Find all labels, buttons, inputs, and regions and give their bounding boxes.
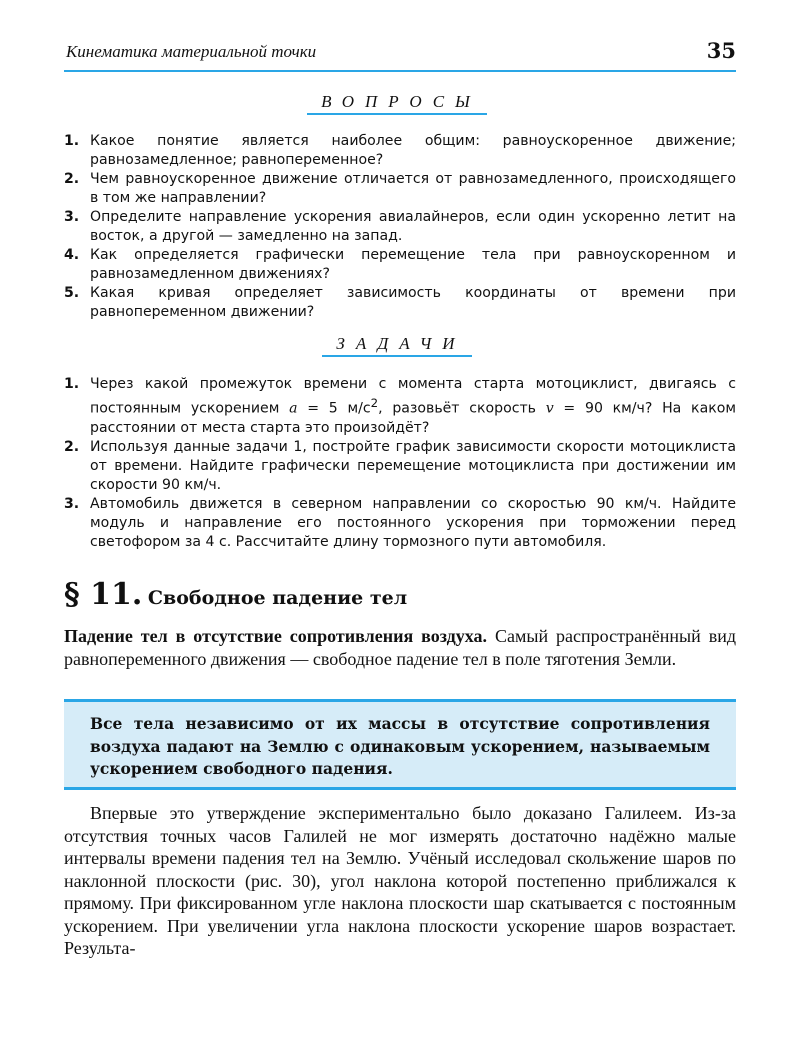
question-number: 2. — [64, 171, 80, 187]
problem-number: 1. — [64, 376, 80, 392]
highlight-box — [64, 699, 736, 790]
problem-number: 3. — [64, 495, 80, 512]
intro-paragraph — [64, 625, 736, 670]
body-paragraph: Впервые это утверждение экспериментально было доказано Галилеем. Из-за отсутствия точных часов Галилей не мог измерять достаточно надёжно малые интервалы времени падения тел на Землю. Учёный исследовал скольжение шаров по наклонной плоскости (рис. 30), угол наклона которой постепенно приближался к прямому. При фиксированном угле наклона плоскости шар скатывается с постоянным ускорением. При увеличении угла наклона плоскости ускорение шаров возрастает. Результа- — [64, 803, 736, 958]
problems-heading-text: ЗАДАЧИ — [322, 334, 471, 357]
problem-text: = 90 км/ч? На каком расстоянии от места старта это произойдёт? — [90, 400, 736, 436]
question-number: 1. — [64, 133, 80, 149]
question-text: Определите направление ускорения авиалайнеров, если один ускоренно летит на восток, а другой — замедленно на запад. — [90, 209, 736, 244]
question-number: 3. — [64, 209, 80, 225]
paragraph-title: Свободное падение тел — [147, 587, 408, 609]
question-number: 4. — [64, 247, 80, 263]
problem-text: = 5 м/с — [297, 400, 371, 417]
question-text: Чем равноускоренное движение отличается от равнозамедленного, происходящего в том же направлении? — [90, 171, 736, 206]
question-text: Как определяется графически перемещение тела при равноускоренном и равнозамедленном движениях? — [90, 247, 736, 282]
problem-item — [64, 375, 736, 438]
question-item — [64, 246, 736, 284]
run-in-heading: Падение тел в отсутствие сопротивления воздуха. — [64, 626, 488, 646]
problem-text: Автомобиль движется в северном направлении со скоростью 90 км/ч. Найдите модуль и направление его постоянного ускорения при торможении перед светофором за 4 с. Рассчитайте длину тормозного пути автомобиля. — [90, 495, 736, 550]
question-text: Какая кривая определяет зависимость координаты от времени при равнопеременном движении? — [90, 285, 736, 320]
question-text: Какое понятие является наиболее общим: равноускоренное движение; равнозамедленное; равнопеременное? — [90, 133, 736, 168]
questions-list — [64, 132, 736, 322]
intro-text: Самый распространённый вид равнопеременного движения — свободное падение тел в поле тяготения Земли. — [64, 626, 737, 669]
symbol-acceleration: a — [289, 400, 298, 417]
questions-heading — [0, 92, 794, 115]
problem-item — [64, 438, 736, 495]
law-statement: Все тела независимо от их массы в отсутствие сопротивления воздуха падают на Землю с одинаковым ускорением, называемым ускорением свободного падения. — [90, 714, 710, 778]
question-item — [64, 132, 736, 170]
page-number: 35 — [706, 38, 736, 63]
paragraph-heading — [64, 577, 407, 612]
running-title: Кинематика материальной точки — [66, 42, 317, 61]
superscript: 2 — [370, 396, 379, 410]
question-number: 5. — [64, 285, 80, 301]
problems-list — [64, 375, 736, 552]
problems-heading — [0, 334, 794, 357]
paragraph-number: § 11. — [64, 577, 143, 612]
problem-text: Через какой промежуток времени с момента старта мотоциклист, двигаясь с постоянным ускорением — [90, 376, 736, 417]
questions-heading-text: ВОПРОСЫ — [307, 92, 487, 115]
problem-item — [64, 495, 736, 552]
question-item — [64, 170, 736, 208]
problem-number: 2. — [64, 438, 80, 455]
question-item — [64, 284, 736, 322]
question-item — [64, 208, 736, 246]
running-header — [64, 38, 736, 72]
problem-text: Используя данные задачи 1, постройте график зависимости скорости мотоциклиста от времени. Найдите графически перемещение мотоциклиста при достижении им скорости 90 км/ч. — [90, 438, 736, 493]
problem-text: , разовьёт скорость — [378, 400, 546, 417]
symbol-velocity: v — [545, 400, 554, 417]
